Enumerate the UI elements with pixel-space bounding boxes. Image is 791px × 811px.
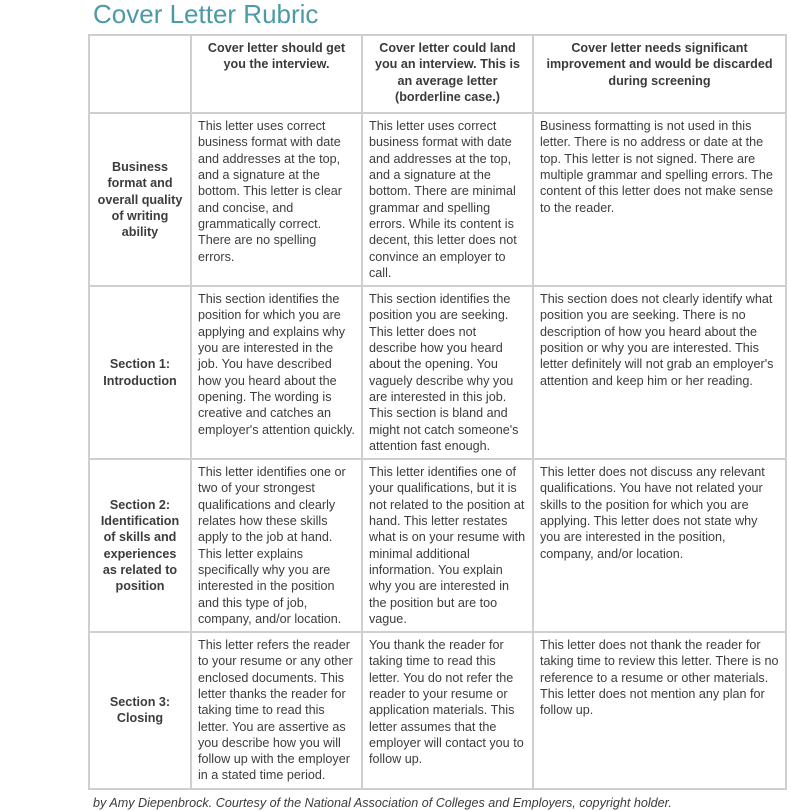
table-cell: This letter does not thank the reader for taking time to review this letter. There is no reference to a resume or other materials. This letter does not mention any plan for follow up.: [533, 632, 786, 789]
table-cell: This section identifies the position you are seeking. This letter does not describe how you heard about the opening. You vaguely describe why you are interested in this job. This section is bland and might not catch someone's attention fast enough.: [362, 286, 533, 459]
row-header: Section 1: Introduction: [89, 286, 191, 459]
header-cell: Cover letter should get you the interview.: [191, 35, 362, 113]
table-row: [89, 459, 786, 632]
table-cell: This letter identifies one or two of your strongest qualifications and clearly relates how these skills apply to the job at hand. This letter explains specifically why you are interested in the position and this type of job, company, and/or location.: [191, 459, 362, 632]
page-title: Cover Letter Rubric: [93, 0, 319, 29]
table-row: [89, 286, 786, 459]
table-cell: Business formatting is not used in this letter. There is no address or date at the top. This letter is not signed. There are multiple grammar and spelling errors. The content of this letter does not make sense to the reader.: [533, 113, 786, 286]
content: [88, 0, 785, 811]
table-row: [89, 113, 786, 286]
table-cell: This letter uses correct business format with date and addresses at the top, and a signature at the bottom. This letter is clear and concise, and grammatically correct. There are no spelling errors.: [191, 113, 362, 286]
header-cell: [89, 35, 191, 113]
table-cell: You thank the reader for taking time to read this letter. You do not refer the reader to your resume or application materials. This letter assumes that the employer will contact you to follow up.: [362, 632, 533, 789]
table-cell: This letter uses correct business format with date and addresses at the top, and a signature at the bottom. There are minimal grammar and spelling errors. While its content is decent, this letter does not convince an employer to call.: [362, 113, 533, 286]
header-cell: Cover letter needs significant improvement and would be discarded during screening: [533, 35, 786, 113]
table-cell: This letter does not discuss any relevant qualifications. You have not related your skills to the position for which you are applying. This letter does not state why you are interested in the position, company, and/or location.: [533, 459, 786, 632]
table-cell: This section identifies the position for which you are applying and explains why you are interested in the job. You have described how you heard about the opening. The wording is creative and catches an employer's attention quickly.: [191, 286, 362, 459]
row-header: Business format and overall quality of writing ability: [89, 113, 191, 286]
credit-line: by Amy Diepenbrock. Courtesy of the National Association of Colleges and Employers, copyright holder.: [93, 795, 672, 810]
row-header: Section 2: Identification of skills and experiences as related to position: [89, 459, 191, 632]
table-row: [89, 632, 786, 789]
header-row: [89, 35, 786, 113]
header-cell: Cover letter could land you an interview. This is an average letter (borderline case.): [362, 35, 533, 113]
table-cell: This letter identifies one of your qualifications, but it is not related to the position at hand. This letter restates what is on your resume with minimal additional information. You explain why you are interested in the position but are too vague.: [362, 459, 533, 632]
table-cell: This letter refers the reader to your resume or any other enclosed documents. This letter thanks the reader for taking time to read this letter. You are assertive as you describe how you will follow up with the employer in a stated time period.: [191, 632, 362, 789]
row-header: Section 3: Closing: [89, 632, 191, 789]
table-cell: This section does not clearly identify what position you are seeking. There is no description of how you heard about the position or why you are interested. This letter definitely will not grab an employer's attention and keep him or her reading.: [533, 286, 786, 459]
rubric-table: [88, 34, 787, 790]
